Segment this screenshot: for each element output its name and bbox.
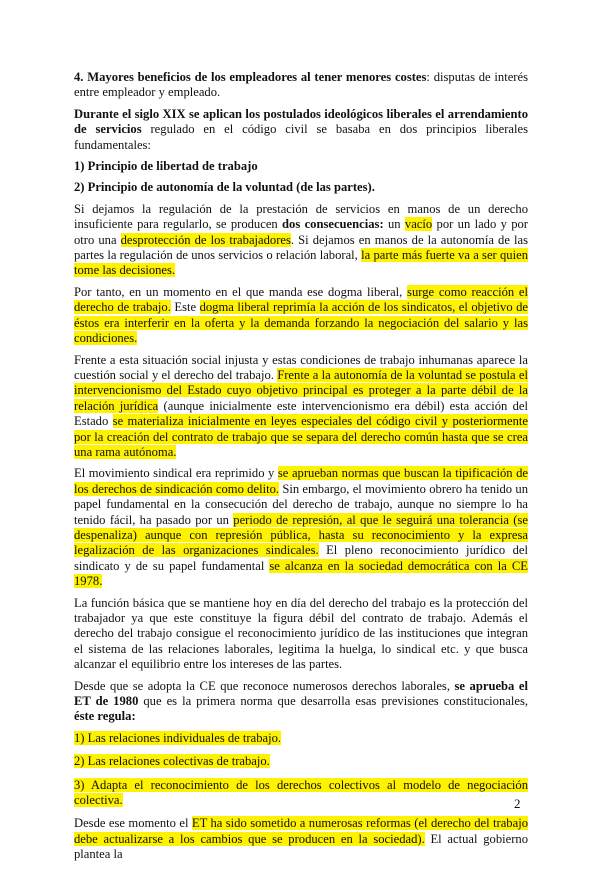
text-run: regulado en el código civil se basaba en dos principios liberales fundamentales: (74, 122, 528, 152)
text-run: El actual gobierno plantea la (74, 831, 528, 862)
text-run: que es la primera norma que desarrolla esas previsiones constitucionales, (138, 694, 528, 709)
text-run: Por tanto, en un momento en el que manda ese dogma liberal, (74, 284, 408, 299)
paragraph-funcion-basica: La función básica que se mantiene hoy en día del derecho del trabajo es la protección del trabajador ya que este constituye la figura débil del contrato de trabajo. Además el derecho del trabajo consigue el reconocimiento jurídico de las instituciones que integran el sistema de las relaciones laborales, legitima la huelga, lo sindical etc. y que busca alcanzar el equilibrio entre los intereses de las partes. (74, 595, 528, 672)
highlighted-text: se aprueban normas que buscan la tipificación de los derechos de sindicación como delito. (74, 466, 528, 496)
text-run: : disputas de interés entre empleador y empleado. (74, 70, 528, 100)
paragraph-mayores-beneficios (74, 70, 528, 101)
text-run: Sin embargo, el movimiento obrero ha tenido un papel fundamental en la consecución del derecho de trabajo, aunque no siempre lo ha tenido fácil, ha pasado por un (74, 481, 528, 527)
bold-heading: Durante el siglo XIX se aplican los postulados ideológicos liberales el arrendamiento de servicios (74, 106, 528, 137)
bold-text: éste regula: (74, 709, 136, 724)
paragraph-consecuencias (74, 202, 528, 279)
list-item (74, 778, 528, 809)
bold-heading: 2) Principio de autonomía de la voluntad (de las partes). (74, 180, 375, 195)
list-item (74, 754, 528, 769)
bold-heading: 4. Mayores beneficios de los empleadores al tener menores costes (74, 70, 427, 84)
text-run: . Si dejamos en manos de la autonomía de las partes la regulación de unos servicios o relación laboral, (74, 232, 528, 263)
highlighted-text: vacío (404, 217, 433, 232)
principle-2-heading (74, 180, 528, 195)
paragraph-constitucion (74, 679, 528, 725)
text-run: Este (170, 300, 200, 315)
highlighted-text: la parte más fuerte va a ser quien tome las decisiones. (74, 248, 528, 278)
page-body (74, 70, 528, 869)
highlighted-text: periodo de represión, al que le seguirá una tolerancia (se despenaliza) aunque con represión pública, hasta su reconocimiento y la expresa legalización de las organizaciones sindicales. (74, 512, 528, 558)
highlighted-text: se materializa inicialmente en leyes especiales del código civil y posteriormente por la creación del contrato de trabajo que se separa del derecho común hasta que se crea una rama autónoma. (74, 414, 528, 459)
list-item (74, 731, 528, 746)
highlighted-text: Frente a la autonomía de la voluntad se postula el intervencionismo del Estado cuyo objetivo principal es proteger a la parte débil de la relación jurídica (74, 367, 529, 413)
text-run: un (383, 217, 405, 232)
highlighted-text: desprotección de los trabajadores (120, 232, 291, 247)
text-run: Desde que se adopta la CE que reconoce numerosos derechos laborales, (74, 678, 455, 693)
highlighted-text: surge como reacción el derecho de trabajo. (74, 284, 528, 315)
text-run: (aunque inicialmente este intervencionismo era débil) esta acción del Estado (74, 398, 528, 429)
highlighted-text: ET ha sido sometido a numerosas reformas (el derecho del trabajo debe actualizarse a los cambios que se producen en la sociedad). (74, 816, 528, 846)
text-run: Si dejamos la regulación de la prestación de servicios en manos de un derecho insuficiente para regularlo, se producen (74, 201, 528, 232)
paragraph-reformas (74, 816, 528, 862)
text-run: El movimiento sindical era reprimido y (74, 466, 278, 481)
bold-text: dos consecuencias: (282, 217, 384, 232)
paragraph-movimiento-sindical (74, 466, 528, 589)
paragraph-cuestion-social (74, 353, 528, 461)
highlighted-text: 3) Adapta el reconocimiento de los derechos colectivos al modelo de negociación colectiva. (74, 777, 528, 808)
highlighted-text: 2) Las relaciones colectivas de trabajo. (74, 754, 270, 769)
text-run: por un lado y por otro una (74, 217, 529, 247)
highlighted-text: 1) Las relaciones individuales de trabajo. (74, 730, 282, 745)
bold-heading: 1) Principio de libertad de trabajo (74, 159, 258, 174)
text-run: Desde ese momento el (74, 816, 192, 831)
text-run: Frente a esta situación social injusta y estas condiciones de trabajo inhumanas aparece la cuestión social y el derecho del trabajo. (74, 352, 528, 382)
paragraph-dogma-liberal (74, 285, 528, 347)
highlighted-text: dogma liberal reprimía la acción de los sindicatos, el objetivo de éstos era interferir en la oferta y la demanda forzando la negociación del salario y las condiciones. (74, 300, 529, 346)
principle-1-heading (74, 159, 528, 174)
bold-text: se aprueba el ET de 1980 (74, 678, 528, 709)
page-number: 2 (514, 796, 521, 811)
highlighted-text: se alcanza en la sociedad democrática con la CE 1978. (74, 558, 528, 589)
text-run: El pleno reconocimiento jurídico del sindicato y de su papel fundamental (74, 543, 528, 573)
paragraph-siglo-xix (74, 107, 528, 153)
